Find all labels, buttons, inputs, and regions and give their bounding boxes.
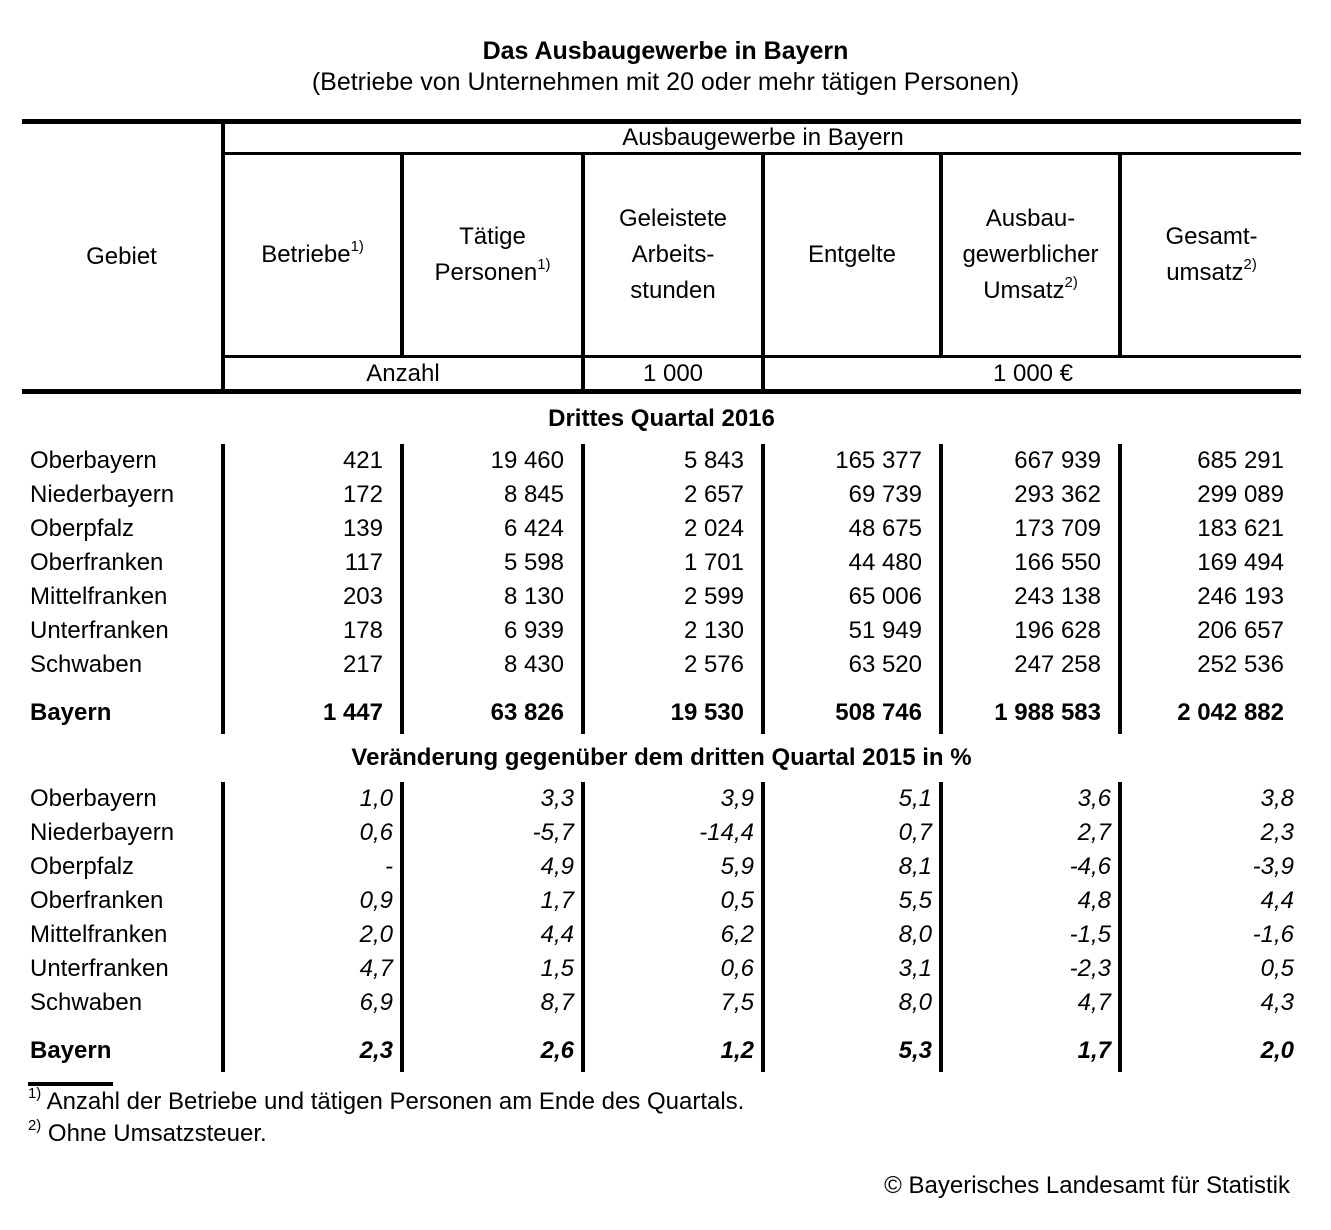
column-header-text (808, 237, 896, 273)
value-cell: 8,0 (765, 986, 943, 1020)
value-cell: -1,6 (1252, 921, 1294, 948)
value-cell: 5,1 (765, 782, 943, 816)
value-cell: 7,5 (585, 986, 765, 1020)
column-header-text (435, 219, 551, 291)
value-cell: 4,9 (404, 850, 585, 884)
value-cell: -5,7 (404, 816, 585, 850)
value-cell: 69 739 (765, 478, 943, 512)
table-header (22, 119, 1301, 394)
value-cell: 0,6 (225, 816, 404, 850)
value-cell: 4,7 (225, 952, 404, 986)
column-header-line: Gesamt- (1165, 223, 1258, 250)
region-label: Niederbayern (22, 478, 225, 512)
spacer-cell (765, 1020, 943, 1030)
footnote-marker: 1) (537, 256, 551, 273)
value-cell: 169 494 (1197, 549, 1284, 576)
spacer-cell (225, 682, 404, 692)
value-cell: 19 460 (404, 444, 585, 478)
unit-header-1000-eur: 1 000 € (765, 355, 1301, 389)
column-header-line: Umsatz (983, 277, 1065, 304)
value-cell: 0,7 (765, 816, 943, 850)
statistics-table (22, 119, 1301, 1072)
column-header-line: Betriebe (261, 241, 351, 268)
value-cell: 243 138 (943, 580, 1122, 614)
spacer-cell (22, 682, 225, 692)
section-heading-q3-2016: Drittes Quartal 2016 (548, 405, 775, 432)
value-cell: 8,1 (765, 850, 943, 884)
footnote-marker: 2) (1243, 256, 1257, 273)
value-cell: 6 939 (404, 614, 585, 648)
spacer-cell (225, 1020, 404, 1030)
total-value-cell: 1 447 (225, 692, 404, 734)
value-cell: 3,6 (943, 782, 1122, 816)
value-cell: 421 (225, 444, 404, 478)
value-cell: 117 (225, 546, 404, 580)
column-header-line: gewerblicher (962, 241, 1099, 268)
value-cell: 0,9 (225, 884, 404, 918)
value-cell: -2,3 (943, 952, 1122, 986)
value-cell: 8 430 (404, 648, 585, 682)
value-cell: 0,5 (1260, 955, 1294, 982)
value-cell: - (225, 850, 404, 884)
spacer-cell (22, 1020, 225, 1030)
value-cell: 3,3 (404, 782, 585, 816)
region-label: Oberfranken (22, 884, 225, 918)
footnote-marker: 1) (350, 238, 364, 255)
region-label: Unterfranken (22, 614, 225, 648)
column-header-line: Geleistete (618, 205, 728, 232)
region-label: Mittelfranken (22, 580, 225, 614)
value-cell: 3,8 (1260, 785, 1294, 812)
spacer-cell (765, 682, 943, 692)
column-header-3 (585, 155, 765, 355)
value-cell: 51 949 (765, 614, 943, 648)
unit-header-1000: 1 000 (585, 355, 765, 389)
column-header-line: Tätige (459, 223, 526, 250)
value-cell: 2 599 (585, 580, 765, 614)
footnote-marker: 2) (1064, 274, 1078, 291)
value-cell: 196 628 (943, 614, 1122, 648)
value-cell: -4,6 (943, 850, 1122, 884)
column-header-line: Ausbau- (985, 205, 1076, 232)
total-value-cell: 2,6 (404, 1030, 585, 1072)
spacer-cell (585, 1020, 765, 1030)
unit-header-anzahl: Anzahl (225, 355, 585, 389)
value-cell: 2 130 (585, 614, 765, 648)
value-cell: 4,8 (943, 884, 1122, 918)
column-header-1 (225, 155, 404, 355)
section-heading-change-pct: Veränderung gegenüber dem dritten Quartal 2015 in % (351, 744, 972, 771)
footnote-text: Ohne Umsatzsteuer. (47, 1120, 267, 1147)
column-header-4 (765, 155, 943, 355)
section-grid-change-pct (22, 782, 1301, 1072)
value-cell: 172 (225, 478, 404, 512)
value-cell: 685 291 (1197, 447, 1284, 474)
spacer-cell (404, 1020, 585, 1030)
value-cell: 2 657 (585, 478, 765, 512)
value-cell: 299 089 (1197, 481, 1284, 508)
region-label: Niederbayern (22, 816, 225, 850)
column-header-line: Personen (434, 259, 538, 286)
value-cell: 667 939 (943, 444, 1122, 478)
total-value-cell: 2 042 882 (1177, 699, 1284, 726)
total-value-cell: 508 746 (765, 692, 943, 734)
value-cell: 3,1 (765, 952, 943, 986)
value-cell: 5 598 (404, 546, 585, 580)
group-header: Ausbaugewerbe in Bayern (225, 124, 1301, 155)
region-label: Unterfranken (22, 952, 225, 986)
value-cell: 8,7 (404, 986, 585, 1020)
value-cell: 4,7 (943, 986, 1122, 1020)
value-cell: 5,9 (585, 850, 765, 884)
region-label: Schwaben (22, 986, 225, 1020)
value-cell: 2,0 (225, 918, 404, 952)
section-grid-q3-2016 (22, 444, 1301, 734)
value-cell: 0,5 (585, 884, 765, 918)
value-cell: 166 550 (943, 546, 1122, 580)
page-subtitle: (Betriebe von Unternehmen mit 20 oder mehr tätigen Personen) (311, 68, 1020, 96)
value-cell: 1 701 (585, 546, 765, 580)
column-header-text (261, 237, 364, 273)
value-cell: 247 258 (943, 648, 1122, 682)
total-value-cell: 2,0 (1260, 1037, 1294, 1064)
value-cell: 2,3 (1260, 819, 1294, 846)
region-label: Oberpfalz (22, 850, 225, 884)
value-cell: -3,9 (1252, 853, 1294, 880)
value-cell: 165 377 (765, 444, 943, 478)
spacer-cell (1122, 682, 1301, 692)
total-value-cell: 19 530 (585, 692, 765, 734)
value-cell: 173 709 (943, 512, 1122, 546)
value-cell: 8 130 (404, 580, 585, 614)
value-cell: 206 657 (1197, 617, 1284, 644)
region-label: Oberfranken (22, 546, 225, 580)
value-cell: 44 480 (765, 546, 943, 580)
value-cell: 5 843 (585, 444, 765, 478)
column-header-6 (1122, 155, 1301, 355)
total-value-cell: 5,3 (765, 1030, 943, 1072)
corner-header-gebiet: Gebiet (22, 124, 225, 389)
column-header-text (962, 201, 1098, 309)
copyright-notice: © Bayerisches Landesamt für Statistik (884, 1172, 1290, 1199)
value-cell: 8 845 (404, 478, 585, 512)
value-cell: 5,5 (765, 884, 943, 918)
region-label: Schwaben (22, 648, 225, 682)
value-cell: 48 675 (765, 512, 943, 546)
value-cell: 2 576 (585, 648, 765, 682)
region-label: Oberbayern (22, 444, 225, 478)
spacer-cell (943, 1020, 1122, 1030)
column-header-line: umsatz (1166, 259, 1244, 286)
region-label: Mittelfranken (22, 918, 225, 952)
value-cell: 6 424 (404, 512, 585, 546)
footnote-1 (28, 1086, 1331, 1118)
value-cell: 1,7 (404, 884, 585, 918)
spacer-cell (1122, 1020, 1301, 1030)
value-cell: 2 024 (585, 512, 765, 546)
page-title: Das Ausbaugewerbe in Bayern (482, 37, 849, 65)
region-label: Oberbayern (22, 782, 225, 816)
spacer-cell (404, 682, 585, 692)
footnote-2 (28, 1118, 1331, 1150)
value-cell: 217 (225, 648, 404, 682)
total-region-label: Bayern (22, 692, 225, 734)
value-cell: 1,5 (404, 952, 585, 986)
value-cell: 4,4 (1260, 887, 1294, 914)
total-value-cell: 2,3 (225, 1030, 404, 1072)
value-cell: 2,7 (943, 816, 1122, 850)
value-cell: 4,3 (1260, 989, 1294, 1016)
value-cell: 6,2 (585, 918, 765, 952)
value-cell: 1,0 (225, 782, 404, 816)
column-header-text (619, 201, 727, 309)
total-value-cell: 1,2 (585, 1030, 765, 1072)
total-value-cell: 1 988 583 (943, 692, 1122, 734)
value-cell: 203 (225, 580, 404, 614)
region-label: Oberpfalz (22, 512, 225, 546)
spacer-cell (585, 682, 765, 692)
column-header-2 (404, 155, 585, 355)
value-cell: 6,9 (225, 986, 404, 1020)
value-cell: 8,0 (765, 918, 943, 952)
column-header-line: stunden (630, 277, 716, 304)
total-value-cell: 1,7 (943, 1030, 1122, 1072)
column-header-line: Entgelte (807, 241, 897, 268)
column-header-5 (943, 155, 1122, 355)
footnote-text: Anzahl der Betriebe und tätigen Personen am Ende des Quartals. (46, 1088, 745, 1115)
value-cell: 4,4 (404, 918, 585, 952)
footnote-marker: 1) (28, 1085, 42, 1102)
value-cell: 252 536 (1197, 651, 1284, 678)
footnote-marker: 2) (28, 1117, 42, 1134)
value-cell: 139 (225, 512, 404, 546)
value-cell: 246 193 (1197, 583, 1284, 610)
total-region-label: Bayern (22, 1030, 225, 1072)
spacer-cell (943, 682, 1122, 692)
total-value-cell: 63 826 (404, 692, 585, 734)
value-cell: 178 (225, 614, 404, 648)
column-header-line: Arbeits- (631, 241, 715, 268)
column-header-text (1165, 219, 1257, 291)
value-cell: -14,4 (585, 816, 765, 850)
value-cell: 63 520 (765, 648, 943, 682)
value-cell: 293 362 (943, 478, 1122, 512)
value-cell: 65 006 (765, 580, 943, 614)
value-cell: 3,9 (585, 782, 765, 816)
value-cell: 183 621 (1197, 515, 1284, 542)
value-cell: -1,5 (943, 918, 1122, 952)
value-cell: 0,6 (585, 952, 765, 986)
